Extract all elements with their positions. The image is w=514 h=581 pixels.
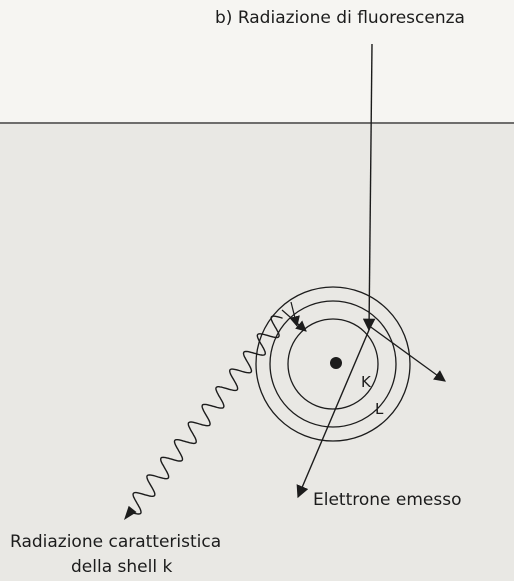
emitted-electron-arrow: [298, 330, 369, 497]
characteristic-label-line2: della shell k: [71, 557, 173, 577]
characteristic-radiation-arrowhead: [124, 506, 137, 520]
shell-l-label: L: [375, 400, 384, 418]
incident-photon-arrow: [369, 44, 372, 330]
characteristic-label-line1: Radiazione caratteristica: [10, 532, 222, 552]
transition-arrow-2: [291, 302, 297, 326]
nucleus-dot: [330, 357, 342, 369]
scattered-photon-arrow: [368, 325, 445, 381]
emitted-electron-label: Elettrone emesso: [313, 490, 462, 510]
characteristic-radiation-wave: [130, 316, 282, 514]
shell-k-label: K: [361, 373, 371, 391]
figure-title: b) Radiazione di fluorescenza: [215, 8, 465, 28]
